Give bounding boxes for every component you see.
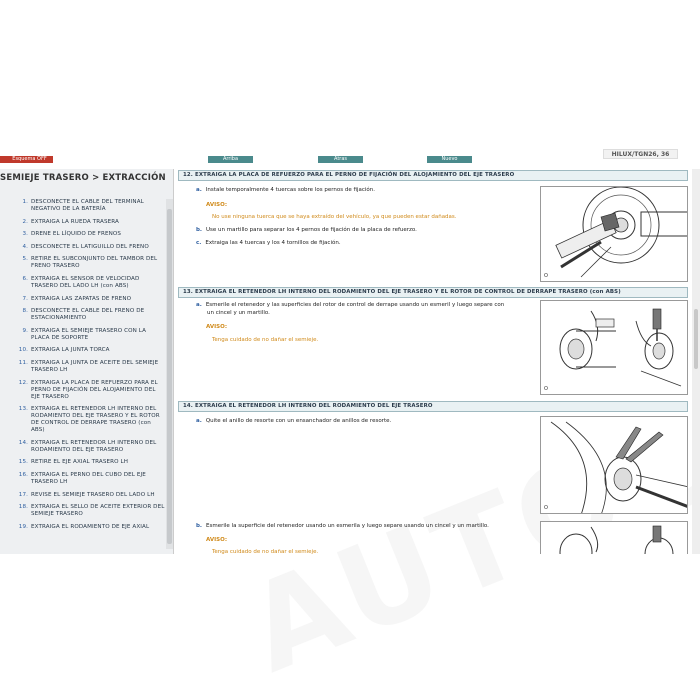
sidebar-item-label: EXTRAIGA LAS ZAPATAS DE FRENO [31, 295, 132, 302]
sidebar-item-15[interactable] [0, 459, 166, 466]
sidebar-item-label: DESCONECTE EL CABLE DEL TERMINAL NEGATIVO DE LA BATERÍA [31, 199, 144, 212]
step-letter: a. [196, 418, 202, 424]
step-14-a [196, 418, 391, 426]
step-text: Esmerile la superficie del retenedor usando un esmerila y luego separe usando un cincel y un martillo. [206, 523, 489, 529]
sidebar-item-label: RETIRE EL EJE AXIAL TRASERO LH [31, 459, 129, 466]
step-text: Instale temporalmente 4 tuercas sobre los pernos de fijación. [205, 187, 375, 193]
sidebar-item-12[interactable] [0, 380, 166, 401]
sidebar-item-19[interactable] [0, 524, 166, 531]
figure-label: O [544, 505, 548, 511]
illustration-grinder-chisel [541, 301, 688, 395]
sidebar-item-number: 18. [18, 504, 28, 511]
sidebar-item-11[interactable] [0, 360, 166, 374]
illustration-snap-ring-pliers [541, 417, 688, 514]
sidebar-item-1[interactable] [0, 199, 166, 213]
main-scrollbar[interactable] [692, 169, 700, 554]
sidebar-item-number: 7. [22, 295, 28, 302]
step-12-header: 12. EXTRAIGA LA PLACA DE REFUERZO PARA EL PERNO DE FIJACIÓN DEL ALOJAMIENTO DEL EJE TRASERO [178, 170, 688, 181]
step-13-header: 13. EXTRAIGA EL RETENEDOR LH INTERNO DEL RODAMIENTO DEL EJE TRASERO Y EL ROTOR DE CONTROL DE DERRAPE TRASERO (con ABS) [178, 287, 688, 298]
step-12-aviso-text: No use ninguna tuerca que se haya extraído del vehículo, ya que pueden estar dañadas. [212, 214, 457, 220]
sidebar-item-number: 12. [18, 379, 28, 386]
sidebar-item-label: DESCONECTE EL CABLE DEL FRENO DE ESTACIONAMIENTO [31, 308, 145, 322]
sidebar-item-label: EXTRAIGA EL PERNO DEL CUBO DEL EJE TRASERO LH [31, 471, 146, 485]
step-12-c [196, 240, 341, 248]
sidebar-item-label: REVISE EL SEMIEJE TRASERO DEL LADO LH [31, 491, 155, 498]
atras-button[interactable]: Atras [318, 156, 363, 163]
sidebar-item-7[interactable] [0, 296, 166, 303]
step-letter: b. [196, 227, 203, 233]
step-13-aviso: AVISO: [206, 324, 228, 330]
sidebar-list [0, 199, 166, 536]
step-text: Extraiga las 4 tuercas y los 4 tornillos de fijación. [205, 240, 341, 246]
figure-label: O [544, 386, 548, 392]
sidebar-item-3[interactable] [0, 231, 166, 238]
sidebar-scrollbar[interactable] [166, 199, 173, 549]
sidebar-item-label: EXTRAIGA EL SELLO DE ACEITE EXTERIOR DEL SEMIEJE TRASERO [31, 504, 165, 518]
step-12-aviso: AVISO: [206, 202, 228, 208]
app-window [0, 140, 700, 556]
sidebar-title: SEMIEJE TRASERO > EXTRACCIÓN [0, 173, 166, 183]
figure-brake-backing-plate [540, 186, 688, 282]
sidebar-item-number: 15. [18, 459, 28, 466]
sidebar [0, 169, 174, 554]
sidebar-item-label: DRENE EL LÍQUIDO DE FRENOS [31, 231, 122, 238]
sidebar-item-label: EXTRAIGA EL SEMIEJE TRASERO CON LA PLACA DE SOPORTE [31, 327, 147, 341]
sidebar-item-label: EXTRAIGA EL RETENEDOR LH INTERNO DEL RODAMIENTO DEL EJE TRASERO Y EL ROTOR DE CONTROL DE DERRAPE TRASERO (con ABS) [31, 406, 160, 434]
main-content [176, 169, 690, 554]
sidebar-item-number: 10. [18, 347, 28, 354]
sidebar-item-number: 3. [22, 231, 28, 238]
sidebar-item-number: 14. [18, 439, 28, 446]
sidebar-item-number: 16. [18, 471, 28, 478]
step-14-b [196, 523, 489, 531]
figure-label: O [544, 273, 548, 279]
step-14-header: 14. EXTRAIGA EL RETENEDOR LH INTERNO DEL RODAMIENTO DEL EJE TRASERO [178, 401, 688, 412]
sidebar-item-label: DESCONECTE EL LATIGUILLO DEL FRENO [31, 243, 149, 250]
sidebar-item-4[interactable] [0, 244, 166, 251]
step-letter: a. [196, 302, 202, 308]
step-text: Esmerile el retenedor y las superficies del rotor de control de derrape usando un esmeril y luego separe con [205, 302, 505, 308]
main-scroll-thumb[interactable] [694, 309, 698, 369]
model-badge: HILUX/TGN26, 36 [603, 149, 678, 159]
sidebar-item-number: 19. [18, 523, 28, 530]
esquema-toggle-button[interactable]: Esquema OFF [0, 156, 53, 163]
sidebar-item-number: 13. [18, 406, 28, 413]
sidebar-item-number: 1. [22, 199, 28, 205]
sidebar-item-number: 6. [22, 275, 28, 282]
sidebar-item-label: EXTRAIGA LA JUNTA DE ACEITE DEL SEMIEJE TRASERO LH [31, 359, 159, 373]
illustration-grinder-partial [541, 522, 688, 554]
sidebar-item-number: 17. [18, 491, 28, 498]
sidebar-item-18[interactable] [0, 504, 166, 518]
sidebar-item-label: EXTRAIGA LA JUNTA TORCA [31, 347, 110, 354]
arriba-button[interactable]: Arriba [208, 156, 253, 163]
sidebar-item-number: 2. [22, 218, 28, 225]
sidebar-scroll-thumb[interactable] [167, 209, 172, 544]
step-letter: b. [196, 523, 203, 529]
sidebar-item-6[interactable] [0, 276, 166, 290]
step-12-a [196, 187, 375, 195]
step-letter: c. [196, 240, 202, 246]
sidebar-item-number: 11. [18, 359, 28, 366]
sidebar-item-13[interactable] [0, 406, 166, 434]
step-text: Use un martillo para separar los 4 pernos de fijación de la placa de refuerzo. [206, 227, 417, 233]
step-13-a [196, 302, 504, 310]
sidebar-item-5[interactable] [0, 256, 166, 270]
sidebar-item-label: EXTRAIGA EL RODAMIENTO DE EJE AXIAL [31, 523, 150, 530]
sidebar-item-9[interactable] [0, 328, 166, 342]
sidebar-item-label: EXTRAIGA EL SENSOR DE VELOCIDAD TRASERO DEL LADO LH (con ABS) [31, 275, 140, 289]
step-letter: a. [196, 187, 202, 193]
sidebar-item-label: EXTRAIGA EL RETENEDOR LH INTERNO DEL RODAMIENTO DEL EJE TRASERO [31, 439, 157, 453]
illustration-hammer-bolts [541, 187, 688, 282]
figure-snap-ring-expander [540, 416, 688, 514]
step-12-b [196, 227, 417, 235]
sidebar-item-label: EXTRAIGA LA PLACA DE REFUERZO PARA EL PERNO DE FIJACIÓN DEL ALOJAMIENTO DEL EJE TRASERO [31, 379, 158, 400]
figure-grinding-retainer-2 [540, 521, 688, 554]
nuevo-button[interactable]: Nuevo [427, 156, 472, 163]
sidebar-item-label: RETIRE EL SUBCONJUNTO DEL TAMBOR DEL FRENO TRASERO [31, 256, 158, 270]
sidebar-item-14[interactable] [0, 440, 166, 454]
sidebar-item-16[interactable] [0, 472, 166, 486]
sidebar-item-number: 9. [22, 327, 28, 334]
step-14-aviso-text: Tenga cuidado de no dañar el semieje. [212, 549, 319, 554]
sidebar-item-2[interactable] [0, 219, 166, 226]
sidebar-item-8[interactable] [0, 308, 166, 322]
step-13-aviso-text: Tenga cuidado de no dañar el semieje. [212, 337, 319, 343]
step-14-aviso: AVISO: [206, 537, 228, 543]
sidebar-item-number: 5. [22, 256, 28, 263]
step-text: Quite el anillo de resorte con un ensanchador de anillos de resorte. [205, 418, 392, 424]
figure-grinding-retainer [540, 300, 688, 395]
toolbar [0, 144, 700, 168]
sidebar-item-number: 8. [22, 308, 28, 315]
step-13-a-cont: un cincel y un martillo. [207, 310, 270, 316]
sidebar-item-17[interactable] [0, 492, 166, 499]
sidebar-item-label: EXTRAIGA LA RUEDA TRASERA [31, 218, 119, 225]
sidebar-item-10[interactable] [0, 347, 166, 354]
sidebar-item-number: 4. [22, 243, 28, 250]
